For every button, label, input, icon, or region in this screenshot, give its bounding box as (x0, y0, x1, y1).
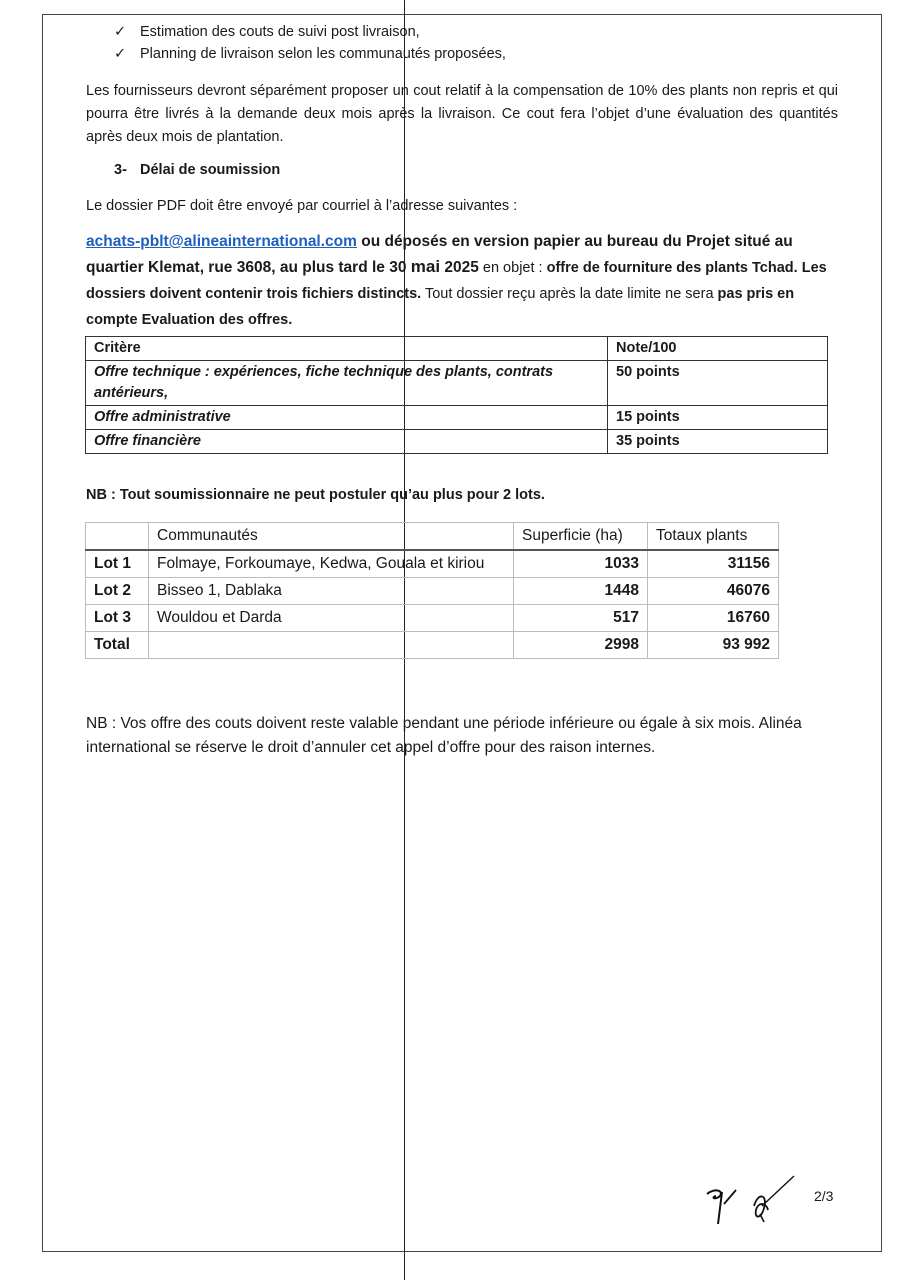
section-heading: 3- Délai de soumission (114, 162, 281, 178)
validity-note: NB : Vos offre des couts doivent reste valable pendant une période inférieure ou égale à six mois. Alinéa international se réserve le droit d’annuler cet appel d’offre pour des raison internes. (86, 715, 802, 756)
nb-lots-note: NB : Tout soumissionnaire ne peut postuler qu’au plus pour 2 lots. (86, 487, 545, 503)
compensation-paragraph: Les fournisseurs devront séparément proposer un cout relatif à la compensation de 10% des plants non repris et qui pourra être livrés à la demande deux mois après la livraison. Ce cout fera l’objet d’une évaluation des quantités après deux mois de plantation. (86, 83, 838, 145)
check-icon: ✓ (114, 46, 127, 62)
table-total-row: Total 2998 93 992 (86, 632, 779, 659)
bullet-item: ✓ Estimation des couts de suivi post livraison, (114, 24, 420, 40)
table-row: Lot 3 Wouldou et Darda 517 16760 (86, 605, 779, 632)
table-header-row: Communautés Superficie (ha) Totaux plants (86, 523, 779, 551)
table-row: Lot 1 Folmaye, Forkoumaye, Kedwa, Gouala et kiriou 1033 31156 (86, 550, 779, 578)
page-number: 2/3 (814, 1188, 834, 1204)
handwritten-initials (702, 1166, 802, 1236)
table-row: Offre financière 35 points (86, 430, 828, 454)
check-icon: ✓ (114, 24, 127, 40)
table-header-row: Critère Note/100 (86, 337, 828, 361)
table-row: Offre administrative 15 points (86, 406, 828, 430)
email-link[interactable]: achats-pblt@alineainternational.com (86, 233, 357, 250)
submission-paragraph: achats-pblt@alineainternational.com ou déposés en version papier au bureau du Projet situé au quartier Klemat, rue 3608, au plus tard le 30 mai 2025 en objet : offre de fourniture des plants Tchad. Les dossiers doivent contenir trois fichiers distincts. Tout dossier reçu après la date limite ne sera pas pris en compte Evaluation des offres. (86, 233, 827, 328)
criteria-table (85, 336, 828, 454)
submission-intro: Le dossier PDF doit être envoyé par courriel à l’adresse suivantes : (86, 198, 518, 214)
lots-table (85, 522, 779, 659)
table-row: Offre technique : expériences, fiche technique des plants, contrats antérieurs, 50 points (86, 361, 828, 406)
table-row: Lot 2 Bisseo 1, Dablaka 1448 46076 (86, 578, 779, 605)
bullet-item: ✓ Planning de livraison selon les communautés proposées, (114, 46, 506, 62)
